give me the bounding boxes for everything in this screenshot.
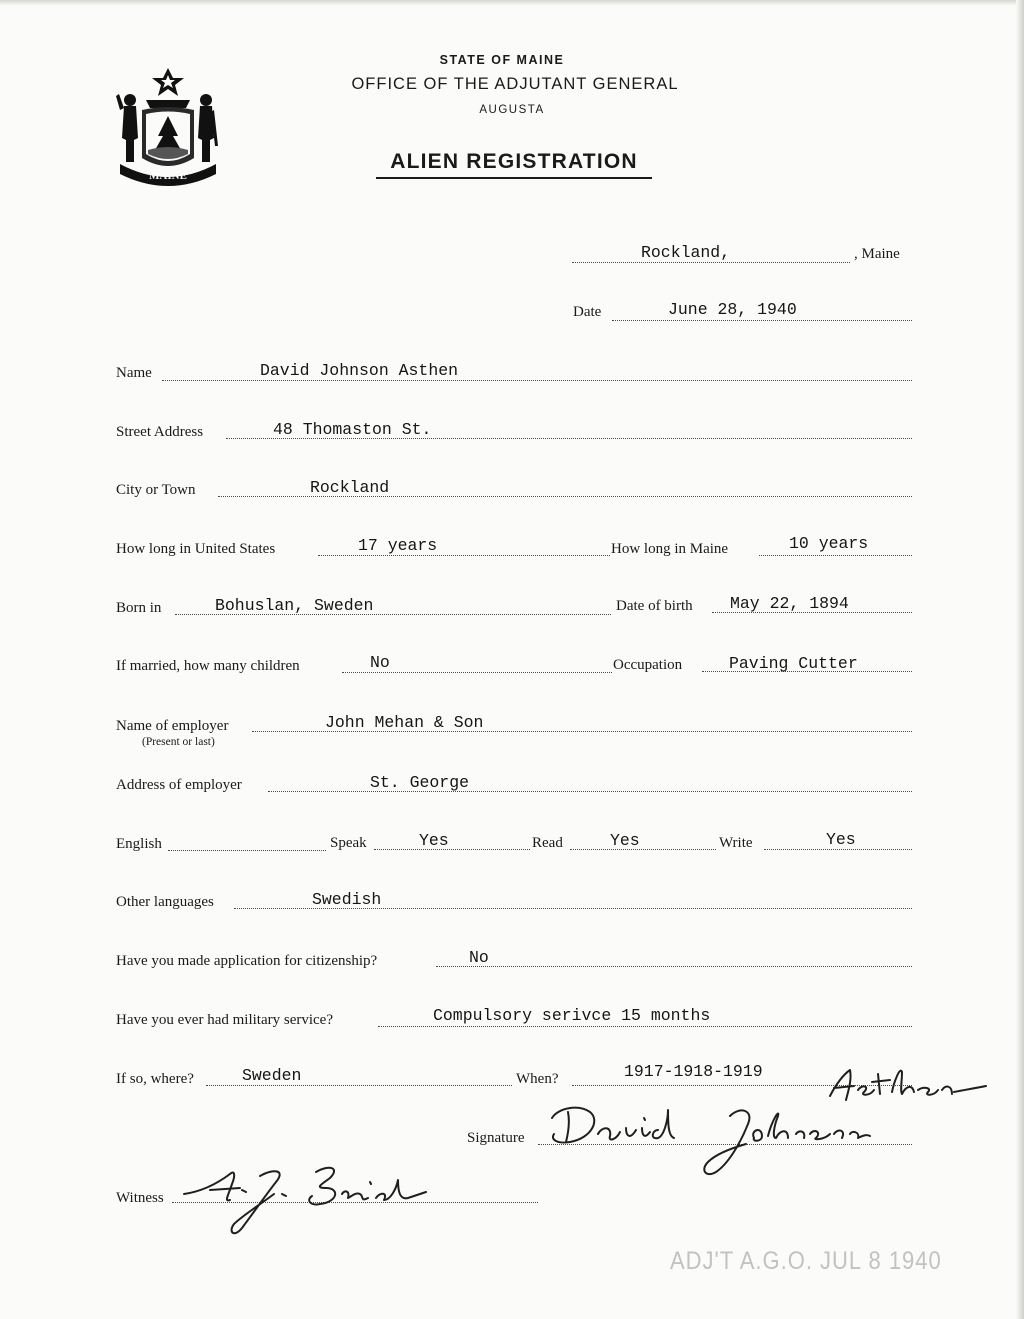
how-long-maine-line bbox=[759, 555, 912, 556]
where-label: If so, where? bbox=[116, 1071, 194, 1087]
how-long-maine-value: 10 years bbox=[789, 534, 869, 553]
read-value: Yes bbox=[610, 831, 640, 850]
other-languages-value: Swedish bbox=[312, 890, 382, 909]
page-title: ALIEN REGISTRATION bbox=[390, 150, 638, 173]
where-value: Sweden bbox=[242, 1066, 302, 1085]
read-line bbox=[570, 849, 716, 850]
children-label: If married, how many children bbox=[116, 658, 300, 674]
how-long-us-label: How long in United States bbox=[116, 541, 276, 557]
header-office: OFFICE OF THE ADJUTANT GENERAL bbox=[351, 75, 679, 93]
employer-value: John Mehan & Son bbox=[325, 713, 484, 732]
other-languages-label: Other languages bbox=[116, 894, 214, 910]
date-value: June 28, 1940 bbox=[668, 300, 797, 319]
military-label: Have you ever had military service? bbox=[116, 1012, 333, 1028]
employer-sublabel: (Present or last) bbox=[142, 736, 215, 748]
applicant-signature bbox=[540, 1060, 1010, 1190]
citizenship-value: No bbox=[469, 948, 489, 967]
write-line bbox=[764, 849, 912, 850]
seal-banner-text: MAINE bbox=[149, 170, 187, 182]
date-line bbox=[612, 320, 912, 321]
witness-label: Witness bbox=[116, 1190, 164, 1206]
employer-address-label: Address of employer bbox=[116, 777, 242, 793]
military-value: Compulsory serivce 15 months bbox=[433, 1006, 711, 1025]
write-value: Yes bbox=[826, 830, 856, 849]
military-line bbox=[378, 1026, 912, 1027]
children-value: No bbox=[370, 653, 390, 672]
when-label: When? bbox=[516, 1071, 559, 1087]
street-address-label: Street Address bbox=[116, 424, 204, 440]
name-value: David Johnson Asthen bbox=[260, 361, 459, 380]
speak-line bbox=[374, 849, 530, 850]
employer-address-value: St. George bbox=[370, 773, 470, 792]
date-of-birth-value: May 22, 1894 bbox=[730, 594, 849, 613]
english-label: English bbox=[116, 836, 162, 852]
how-long-us-line bbox=[318, 555, 610, 556]
read-label: Read bbox=[532, 835, 563, 851]
street-address-value: 48 Thomaston St. bbox=[273, 420, 432, 439]
occupation-label: Occupation bbox=[613, 657, 683, 673]
city-town-value: Rockland bbox=[310, 478, 390, 497]
when-value: 1917-1918-1919 bbox=[624, 1062, 763, 1081]
write-label: Write bbox=[719, 835, 753, 851]
occupation-value: Paving Cutter bbox=[729, 654, 858, 673]
received-stamp: ADJ'T A.G.O. JUL 8 1940 bbox=[670, 1246, 942, 1275]
date-label: Date bbox=[573, 304, 602, 320]
born-in-value: Bohuslan, Sweden bbox=[215, 596, 374, 615]
how-long-us-value: 17 years bbox=[358, 536, 438, 555]
signature-label: Signature bbox=[467, 1130, 525, 1146]
employer-label: Name of employer bbox=[116, 718, 229, 734]
scan-edge-right bbox=[1016, 0, 1024, 1319]
title-underline bbox=[376, 177, 652, 179]
citizenship-line bbox=[436, 966, 912, 967]
english-line bbox=[168, 850, 326, 851]
scan-edge-top bbox=[0, 0, 1024, 6]
name-line bbox=[162, 380, 912, 381]
location-line bbox=[572, 262, 850, 263]
where-line bbox=[206, 1085, 512, 1086]
header-state: STATE OF MAINE bbox=[439, 53, 565, 67]
citizenship-label: Have you made application for citizenship? bbox=[116, 953, 378, 969]
how-long-maine-label: How long in Maine bbox=[611, 541, 729, 557]
city-town-label: City or Town bbox=[116, 482, 196, 498]
date-of-birth-label: Date of birth bbox=[616, 598, 693, 614]
location-suffix: , Maine bbox=[854, 246, 900, 262]
speak-label: Speak bbox=[330, 835, 367, 851]
children-line bbox=[342, 672, 612, 673]
born-in-label: Born in bbox=[116, 600, 162, 616]
witness-signature bbox=[170, 1150, 450, 1250]
name-label: Name bbox=[116, 365, 152, 381]
header-city: AUGUSTA bbox=[479, 104, 545, 116]
employer-address-line bbox=[268, 791, 912, 792]
speak-value: Yes bbox=[419, 831, 449, 850]
location-value: Rockland, bbox=[641, 243, 731, 262]
